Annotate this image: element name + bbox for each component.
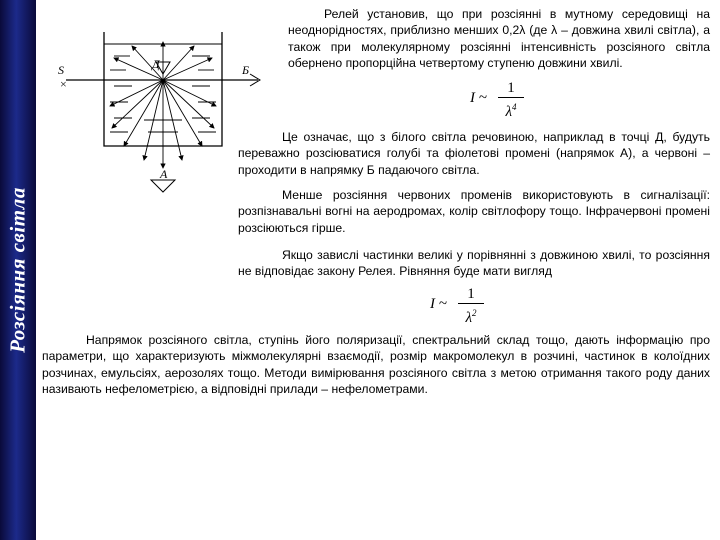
label-a: А bbox=[160, 167, 168, 181]
formula1-power: 4 bbox=[512, 102, 517, 112]
sidebar-title: Розсіяння світла bbox=[5, 187, 30, 353]
label-d: Д bbox=[152, 57, 160, 71]
paragraph-large-particles: Якщо завислі частинки великі у порівнянні з довжиною хвилі, то розсіяння не відповідає закону Релея. Рівняння буде мати вигляд bbox=[238, 248, 710, 279]
formula-large-particles bbox=[430, 286, 490, 326]
label-b: Б bbox=[242, 63, 250, 77]
paragraph-nephelometry: Напрямок розсіяного світла, ступінь його поляризації, спектральний склад тощо, дають інформацію про параметри, що характеризують міжмолекулярні взаємодії, розмір макромолекул в розчині, частинок в колоїдних розчинах, емульсіях, аерозолях тощо. Методи вимірювання розсіяного світла з метою отримання такого роду даних називають нефелометрією, а відповідні прилади – нефелометрами. bbox=[42, 333, 710, 396]
label-s: S bbox=[58, 63, 64, 77]
formula-rayleigh bbox=[470, 80, 530, 120]
formula2-lhs: I ~ bbox=[430, 296, 447, 312]
formula2-power: 2 bbox=[472, 308, 477, 318]
observer-triangle bbox=[151, 180, 175, 192]
formula1-denominator: λ bbox=[505, 104, 512, 120]
sidebar-band bbox=[0, 0, 36, 540]
formula2-numerator: 1 bbox=[467, 286, 475, 302]
scattering-diagram bbox=[52, 28, 262, 198]
scattered-rays bbox=[110, 42, 216, 168]
paragraph-blue-scattering: Це означає, що з білого світла речовиною, наприклад в точці Д, будуть переважно розсіюватися голубі та фіолетові промені (напрямок А), а червоні – проходити в напрямку Б падаючого світла. bbox=[238, 130, 710, 177]
paragraph-rayleigh-law: Релей установив, що при розсіянні в мутному середовищі на неоднорідностях, приблизно менших 0,2λ (де λ – довжина хвилі світла), а також при молекулярному розсіянні інтенсивність розсіяного світла обернено пропорційна четвертому ступеню довжини хвилі. bbox=[288, 7, 710, 70]
paragraph-signaling: Менше розсіяння червоних променів використовують в сигналізації: розпізнавальні вогні на аеродромах, колір світлофору тощо. Інфрачервоні промені розсіюються гірше. bbox=[238, 188, 710, 235]
formula1-lhs: I ~ bbox=[470, 90, 487, 106]
formula2-denominator: λ bbox=[465, 310, 472, 326]
svg-text:×: × bbox=[60, 77, 67, 91]
formula1-numerator: 1 bbox=[507, 80, 515, 96]
